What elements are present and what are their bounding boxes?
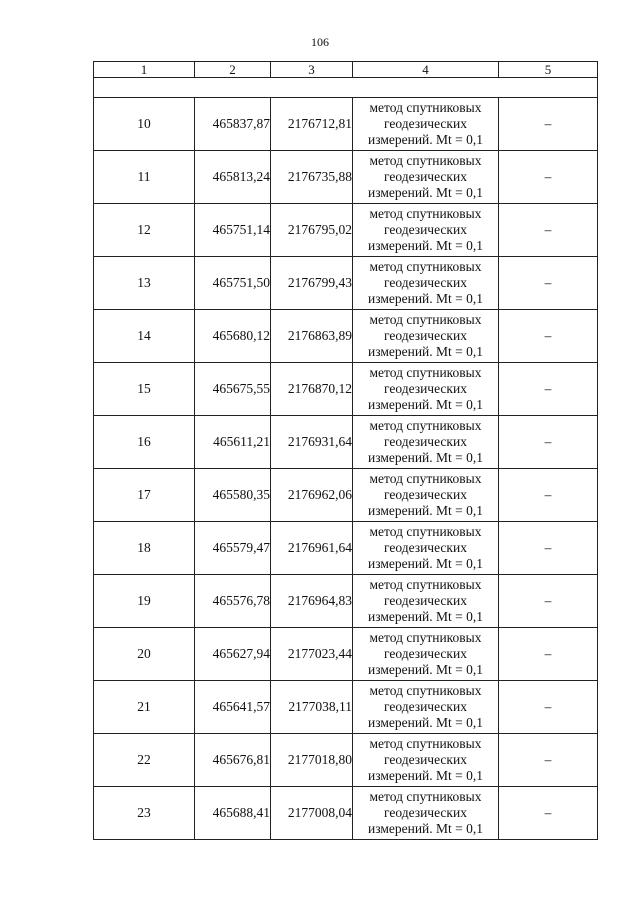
x-coordinate-cell: 465837,87 (195, 98, 271, 151)
method-line: измерений. Mt = 0,1 (367, 503, 484, 518)
y-coordinate-cell: 2176735,88 (271, 151, 353, 204)
method-line: измерений. Mt = 0,1 (367, 238, 484, 253)
table-header-row (94, 62, 598, 78)
column-5-cell: – (499, 363, 598, 416)
x-coordinate-cell: 465813,24 (195, 151, 271, 204)
method-line: метод спутниковых (369, 471, 482, 486)
column-5-cell: – (499, 151, 598, 204)
y-coordinate-cell: 2176961,64 (271, 522, 353, 575)
method-cell (353, 681, 499, 734)
coordinates-table (93, 61, 598, 840)
y-coordinate-cell: 2176712,81 (271, 98, 353, 151)
method-line: метод спутниковых (369, 153, 482, 168)
method-line: измерений. Mt = 0,1 (367, 768, 484, 783)
method-line: геодезических (384, 434, 467, 449)
method-line: метод спутниковых (369, 365, 482, 380)
method-line: геодезических (384, 487, 467, 502)
method-cell (353, 257, 499, 310)
method-cell (353, 787, 499, 840)
method-line: геодезических (384, 805, 467, 820)
method-line: метод спутниковых (369, 100, 482, 115)
method-line: геодезических (384, 540, 467, 555)
table-row (94, 734, 598, 787)
x-coordinate-cell: 465675,55 (195, 363, 271, 416)
method-line: метод спутниковых (369, 789, 482, 804)
x-coordinate-cell: 465751,14 (195, 204, 271, 257)
method-line: измерений. Mt = 0,1 (367, 185, 484, 200)
method-cell (353, 522, 499, 575)
table-row (94, 204, 598, 257)
y-coordinate-cell: 2177018,80 (271, 734, 353, 787)
point-number-cell: 17 (94, 469, 195, 522)
method-line: метод спутниковых (369, 524, 482, 539)
method-line: метод спутниковых (369, 418, 482, 433)
point-number-cell: 11 (94, 151, 195, 204)
column-5-cell: – (499, 734, 598, 787)
method-cell (353, 310, 499, 363)
x-coordinate-cell: 465627,94 (195, 628, 271, 681)
method-line: измерений. Mt = 0,1 (367, 132, 484, 147)
method-line: метод спутниковых (369, 259, 482, 274)
method-cell (353, 416, 499, 469)
column-5-cell: – (499, 681, 598, 734)
x-coordinate-cell: 465579,47 (195, 522, 271, 575)
point-number-cell: 18 (94, 522, 195, 575)
y-coordinate-cell: 2176931,64 (271, 416, 353, 469)
table-row (94, 522, 598, 575)
column-header: 5 (499, 62, 598, 78)
method-line: геодезических (384, 752, 467, 767)
table-row (94, 257, 598, 310)
method-line: метод спутниковых (369, 577, 482, 592)
method-line: геодезических (384, 328, 467, 343)
page-number: 106 (311, 35, 329, 49)
y-coordinate-cell: 2177038,11 (271, 681, 353, 734)
method-line: геодезических (384, 593, 467, 608)
method-line: геодезических (384, 116, 467, 131)
x-coordinate-cell: 465688,41 (195, 787, 271, 840)
method-line: геодезических (384, 646, 467, 661)
method-cell (353, 363, 499, 416)
point-number-cell: 14 (94, 310, 195, 363)
table-spacer-row (94, 78, 598, 98)
y-coordinate-cell: 2176863,89 (271, 310, 353, 363)
point-number-cell: 12 (94, 204, 195, 257)
point-number-cell: 19 (94, 575, 195, 628)
column-5-cell: – (499, 628, 598, 681)
table-row (94, 98, 598, 151)
column-header: 3 (271, 62, 353, 78)
x-coordinate-cell: 465680,12 (195, 310, 271, 363)
column-5-cell: – (499, 257, 598, 310)
method-line: метод спутниковых (369, 736, 482, 751)
method-line: измерений. Mt = 0,1 (367, 291, 484, 306)
x-coordinate-cell: 465576,78 (195, 575, 271, 628)
method-cell (353, 204, 499, 257)
table-row (94, 681, 598, 734)
table-row (94, 416, 598, 469)
x-coordinate-cell: 465611,21 (195, 416, 271, 469)
method-cell (353, 98, 499, 151)
method-cell (353, 734, 499, 787)
method-cell (353, 469, 499, 522)
method-line: измерений. Mt = 0,1 (367, 344, 484, 359)
y-coordinate-cell: 2176964,83 (271, 575, 353, 628)
method-line: геодезических (384, 699, 467, 714)
method-line: измерений. Mt = 0,1 (367, 715, 484, 730)
table-row (94, 575, 598, 628)
column-5-cell: – (499, 522, 598, 575)
method-line: геодезических (384, 169, 467, 184)
method-cell (353, 628, 499, 681)
method-line: измерений. Mt = 0,1 (367, 556, 484, 571)
empty-spacer-cell (94, 78, 598, 98)
method-line: измерений. Mt = 0,1 (367, 450, 484, 465)
x-coordinate-cell: 465580,35 (195, 469, 271, 522)
method-line: измерений. Mt = 0,1 (367, 397, 484, 412)
column-5-cell: – (499, 310, 598, 363)
column-header: 4 (353, 62, 499, 78)
y-coordinate-cell: 2177023,44 (271, 628, 353, 681)
y-coordinate-cell: 2176962,06 (271, 469, 353, 522)
table-row (94, 363, 598, 416)
x-coordinate-cell: 465641,57 (195, 681, 271, 734)
table-row (94, 469, 598, 522)
point-number-cell: 10 (94, 98, 195, 151)
y-coordinate-cell: 2176799,43 (271, 257, 353, 310)
method-line: метод спутниковых (369, 312, 482, 327)
table-row (94, 628, 598, 681)
table-row (94, 787, 598, 840)
method-cell (353, 575, 499, 628)
column-5-cell: – (499, 469, 598, 522)
method-line: геодезических (384, 381, 467, 396)
y-coordinate-cell: 2176870,12 (271, 363, 353, 416)
column-5-cell: – (499, 416, 598, 469)
method-line: метод спутниковых (369, 630, 482, 645)
table-row (94, 310, 598, 363)
point-number-cell: 22 (94, 734, 195, 787)
point-number-cell: 20 (94, 628, 195, 681)
table-row (94, 151, 598, 204)
column-5-cell: – (499, 98, 598, 151)
column-header: 2 (195, 62, 271, 78)
method-line: геодезических (384, 222, 467, 237)
method-cell (353, 151, 499, 204)
column-header: 1 (94, 62, 195, 78)
y-coordinate-cell: 2176795,02 (271, 204, 353, 257)
column-5-cell: – (499, 575, 598, 628)
point-number-cell: 16 (94, 416, 195, 469)
method-line: измерений. Mt = 0,1 (367, 609, 484, 624)
point-number-cell: 21 (94, 681, 195, 734)
method-line: геодезических (384, 275, 467, 290)
column-5-cell: – (499, 787, 598, 840)
x-coordinate-cell: 465751,50 (195, 257, 271, 310)
x-coordinate-cell: 465676,81 (195, 734, 271, 787)
point-number-cell: 13 (94, 257, 195, 310)
method-line: метод спутниковых (369, 206, 482, 221)
method-line: метод спутниковых (369, 683, 482, 698)
column-5-cell: – (499, 204, 598, 257)
method-line: измерений. Mt = 0,1 (367, 662, 484, 677)
point-number-cell: 15 (94, 363, 195, 416)
point-number-cell: 23 (94, 787, 195, 840)
y-coordinate-cell: 2177008,04 (271, 787, 353, 840)
method-line: измерений. Mt = 0,1 (367, 821, 484, 836)
